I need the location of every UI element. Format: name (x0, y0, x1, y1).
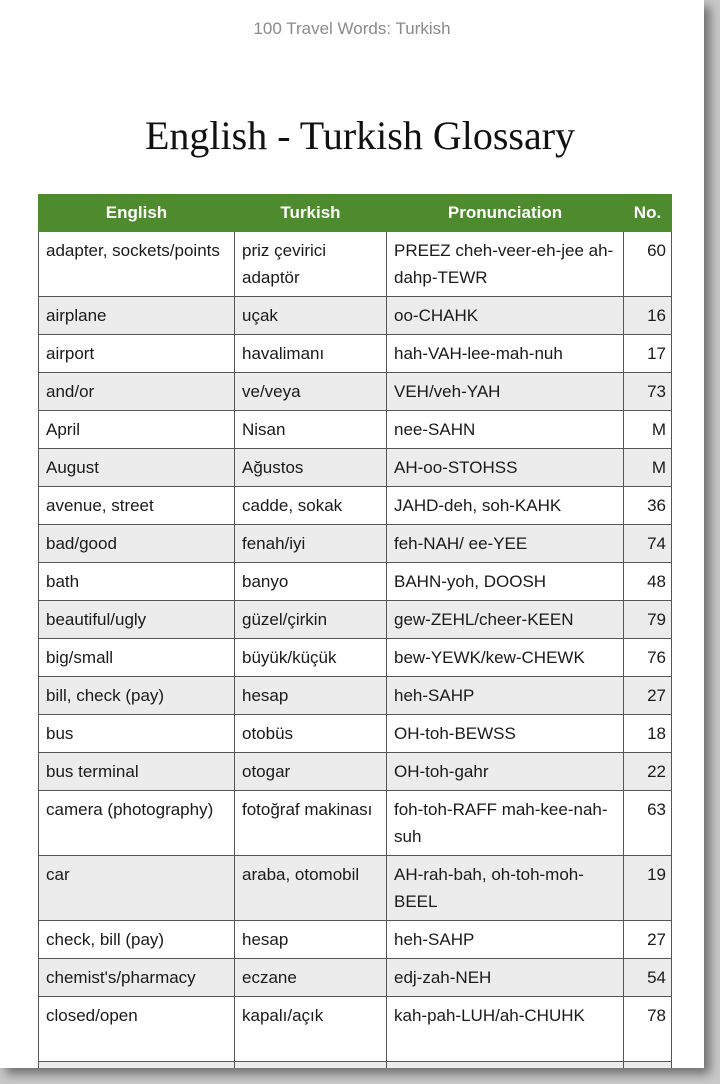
cell-pronunciation: foh-toh-RAFF mah-kee-nah-suh (387, 791, 624, 856)
table-header-row (39, 195, 672, 232)
table-row (39, 232, 672, 297)
cell-pronunciation: edj-zah-NEH (387, 959, 624, 997)
cell-english: August (39, 449, 235, 487)
cell-english: bad/good (39, 525, 235, 563)
table-row (39, 601, 672, 639)
cell-turkish: eczane (235, 959, 387, 997)
cell-turkish: otobüs (235, 715, 387, 753)
table-row (39, 487, 672, 525)
table-row (39, 677, 672, 715)
cell-empty (39, 1062, 235, 1069)
cell-english: adapter, sockets/points (39, 232, 235, 297)
cell-english: bath (39, 563, 235, 601)
table-row (39, 563, 672, 601)
cell-english: car (39, 856, 235, 921)
cell-number: M (624, 449, 672, 487)
cell-number: 18 (624, 715, 672, 753)
cell-pronunciation: oo-CHAHK (387, 297, 624, 335)
cell-pronunciation: OH-toh-BEWSS (387, 715, 624, 753)
column-header-pronunciation: Pronunciation (387, 195, 624, 232)
table-row (39, 297, 672, 335)
cell-empty (624, 1062, 672, 1069)
cell-pronunciation: PREEZ cheh-veer-eh-jee ah-dahp-TEWR (387, 232, 624, 297)
cell-number: 60 (624, 232, 672, 297)
cell-turkish: Ağustos (235, 449, 387, 487)
cell-pronunciation: feh-NAH/ ee-YEE (387, 525, 624, 563)
cell-english: camera (photography) (39, 791, 235, 856)
table-row (39, 753, 672, 791)
cell-pronunciation: VEH/veh-YAH (387, 373, 624, 411)
cell-number: 78 (624, 997, 672, 1062)
cell-english: bus (39, 715, 235, 753)
cell-number: 76 (624, 639, 672, 677)
cell-pronunciation: hah-VAH-lee-mah-nuh (387, 335, 624, 373)
cell-turkish: büyük/küçük (235, 639, 387, 677)
cell-turkish: otogar (235, 753, 387, 791)
cell-english: April (39, 411, 235, 449)
page-title: English - Turkish Glossary (144, 113, 576, 158)
cell-turkish: Nisan (235, 411, 387, 449)
cell-pronunciation: BAHN-yoh, DOOSH (387, 563, 624, 601)
cell-number: 54 (624, 959, 672, 997)
cell-number: 19 (624, 856, 672, 921)
table-row (39, 921, 672, 959)
cell-pronunciation: bew-YEWK/kew-CHEWK (387, 639, 624, 677)
table-row (39, 449, 672, 487)
table-row (39, 959, 672, 997)
cell-english: bill, check (pay) (39, 677, 235, 715)
column-header-number: No. (624, 195, 672, 232)
cell-turkish: fenah/iyi (235, 525, 387, 563)
cell-number: 27 (624, 921, 672, 959)
cell-pronunciation: AH-rah-bah, oh-toh-moh-BEEL (387, 856, 624, 921)
cell-turkish: uçak (235, 297, 387, 335)
table-row (39, 856, 672, 921)
cell-number: 17 (624, 335, 672, 373)
cell-english: airport (39, 335, 235, 373)
cell-turkish: hesap (235, 921, 387, 959)
cell-english: bus terminal (39, 753, 235, 791)
glossary-table (38, 194, 672, 1068)
cell-english: avenue, street (39, 487, 235, 525)
cell-number: 74 (624, 525, 672, 563)
cell-english: chemist's/pharmacy (39, 959, 235, 997)
cell-pronunciation: heh-SAHP (387, 677, 624, 715)
column-header-turkish: Turkish (235, 195, 387, 232)
cell-pronunciation: nee-SAHN (387, 411, 624, 449)
cell-pronunciation: JAHD-deh, soh-KAHK (387, 487, 624, 525)
cell-empty (235, 1062, 387, 1069)
cell-turkish: fotoğraf makinası (235, 791, 387, 856)
table-row (39, 373, 672, 411)
cell-english: closed/open (39, 997, 235, 1062)
running-header: 100 Travel Words: Turkish (253, 19, 451, 38)
table-row (39, 791, 672, 856)
table-row (39, 411, 672, 449)
cell-number: 27 (624, 677, 672, 715)
table-row (39, 639, 672, 677)
table-row (39, 997, 672, 1062)
cell-number: 48 (624, 563, 672, 601)
cell-pronunciation: heh-SAHP (387, 921, 624, 959)
cell-pronunciation: OH-toh-gahr (387, 753, 624, 791)
cell-turkish: ve/veya (235, 373, 387, 411)
table-row (39, 335, 672, 373)
table-body (39, 232, 672, 1069)
cell-number: 16 (624, 297, 672, 335)
cell-number: 36 (624, 487, 672, 525)
cell-empty (387, 1062, 624, 1069)
cell-turkish: güzel/çirkin (235, 601, 387, 639)
cell-turkish: priz çevirici adaptör (235, 232, 387, 297)
cell-pronunciation: kah-pah-LUH/ah-CHUHK (387, 997, 624, 1062)
cell-english: check, bill (pay) (39, 921, 235, 959)
cell-turkish: kapalı/açık (235, 997, 387, 1062)
cell-number: 63 (624, 791, 672, 856)
cell-english: airplane (39, 297, 235, 335)
table-row-empty (39, 1062, 672, 1069)
table-row (39, 715, 672, 753)
cell-turkish: banyo (235, 563, 387, 601)
cell-english: beautiful/ugly (39, 601, 235, 639)
cell-number: 73 (624, 373, 672, 411)
cell-turkish: araba, otomobil (235, 856, 387, 921)
column-header-english: English (39, 195, 235, 232)
cell-number: 79 (624, 601, 672, 639)
table-row (39, 525, 672, 563)
cell-english: big/small (39, 639, 235, 677)
cell-pronunciation: gew-ZEHL/cheer-KEEN (387, 601, 624, 639)
cell-turkish: cadde, sokak (235, 487, 387, 525)
cell-number: M (624, 411, 672, 449)
cell-english: and/or (39, 373, 235, 411)
cell-number: 22 (624, 753, 672, 791)
cell-pronunciation: AH-oo-STOHSS (387, 449, 624, 487)
cell-turkish: havalimanı (235, 335, 387, 373)
cell-turkish: hesap (235, 677, 387, 715)
